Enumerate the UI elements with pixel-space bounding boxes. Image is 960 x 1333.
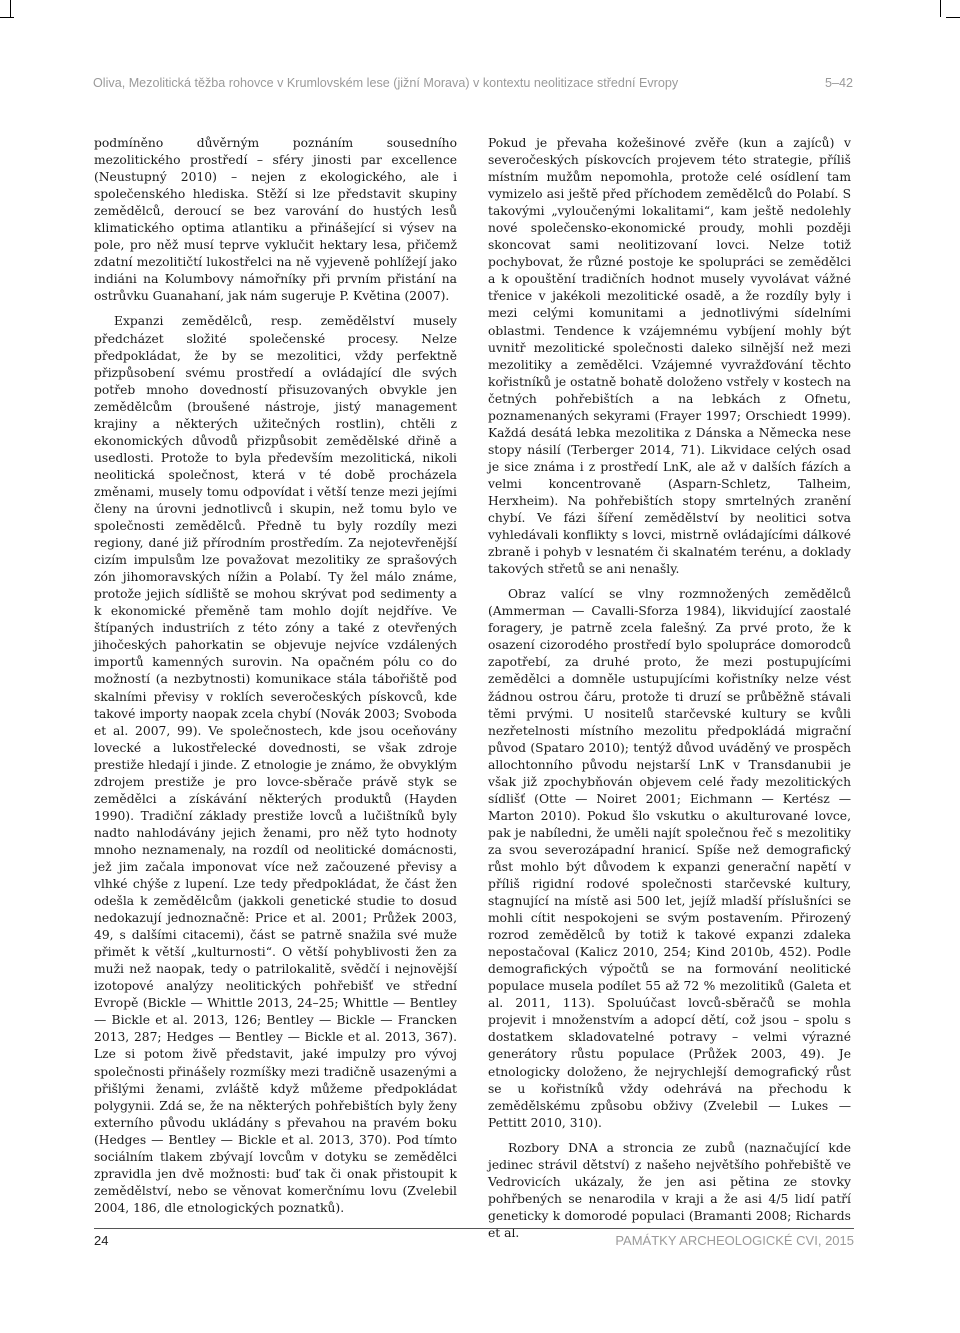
journal-name: PAMÁTKY ARCHEOLOGICKÉ CVI, 2015 [615,1233,854,1248]
right-column [488,135,851,1242]
paragraph: Expanzi zemědělců, resp. zemědělství musely předcházet složité společenské procesy. Nelze předpokládat, že by se mezolitici, vždy perfektně přizpůsobení svému prostředí a ovládající dle svých potřeb mnoho dovedností přisuzovaných obvykle jen zemědělcům (broušené nástroje, jistý management krajiny a některých užitečných rostlin), chtěli z ekonomických důvodů přizpůsobit zemědělské dřině a usedlosti. Protože to byla především mezolitická, nikoli neolitická společnost, která v té době procházela změnami, musely tomu odpovídat i větší tenze mezi jejími členy na úrovni jednotlivců i skupin, než tomu bylo ve společnosti zemědělců. Předně tu byly rozdíly mezi regiony, dané již přírodním prostředím. Za nejotevřenější cizím impulsům lze považovat mezolitiky ze sprašových zón jihomoravských nížin a Polabí. Ty žel málo známe, protože jejich sídliště se mohou skrývat pod sedimenty a k ekonomické přeměně tam mohlo dojít nejdříve. Ve štípaných industriích z této zóny a také z otevřených jihočeských pahorkatin se objevuje nejvíce vzdálených importů kamenných surovin. Na opačném pólu co do možností (a nezbytnosti) komunikace stála tábořiště pod skalními převisy v roklích severočeských pískovců, kde takové importy naopak zcela chybí (Novák 2003; Svoboda et al. 2007, 99). Ve společnostech, kde jsou oceňovány lovecké a lukostřelecké dovednosti, se však zdroje prestiže hledají i jinde. Z etnologie je známo, že obvyklým zdrojem prestiže je pro lovce-sběrače právě styk se zemědělci a získávání některých produktů (Hayden 1990). Tradiční základy prestiže lovců a lučištníků byly nadto nahlodávány jejich ženami, pro něž tyto hodnoty mnoho neznamenaly, na rozdíl od neolitické domácnosti, jež jim začala imponovat více než začouzené převisy a vlhké chýše z lupení. Lze tedy předpokládat, že část žen odešla k zemědělcům (jakkoli genetické studie to dosud nedokazují jednoznačně: Price et al. 2001; Průžek 2003, 49, s dalšími citacemi), část se patrně snažila své muže přimět k větší „kulturnosti“. O větší pohyblivosti žen za muži než naopak, tedy o patrilokalitě, svědčí i nejnovější izotopové analýzy neolitických pohřebišť ve střední Evropě (Bickle — Whittle 2013, 24–25; Whittle — Bentley — Bickle et al. 2013, 126; Bentley — Bickle — Francken 2013, 287; Hedges — Bentley — Bickle et al. 2013, 367). Lze si potom živě představit, jaké impulzy pro vývoj společnosti přinášely rozmíšky mezi tradičně usazenými a přišlými ženami, zvláště když můžeme předpokládat polygynii. Zdá se, že na některých pohřebištích byly ženy externího původu ukládány s převahou na pravém boku (Hedges — Bentley — Bickle et al. 2013, 370). Pod tímto sociálním tlakem zbývají lovcům v dotyku se zemědělci zpravidla jen dvě možnosti: buď tak či onak přistoupit k zemědělství, nebo se věnovat komerčnímu lovu (Zvelebil 2004, 186, dle etnologických poznatků). [94,314,457,1215]
paragraph: Rozbory DNA a stroncia ze zubů (naznačující kde jedinec strávil dětství) z našeho největšího pohřebiště ve Vedrovicích ukázaly, že jen asi pětina ze stovky pohřbených se nenarodila v kraji a že asi 4/5 lidí patří geneticky k domorodé populaci (Bramanti 2008; Richards et al. [488,1140,851,1240]
crop-mark-right-h [946,17,960,18]
page-number: 24 [94,1233,109,1248]
crop-mark-right [940,0,941,17]
paragraph: Pokud je převaha kožešinové zvěře (kun a zajíců) v severočeských pískovcích projevem této strategie, příliš místním mužům nepomohla, protože celé osídlení tam vymizelo asi ještě před příchodem zemědělců do Polabí. S takovými „vyloučenými lokalitami“, kam ještě nedolehly nové společensko-ekonomické proudy, mohli později skoncovat sami neolitizovaní lovci. Nelze totiž pochybovat, že různé postoje ke spolupráci se zemědělci a k opouštění tradičních hodnot musely vyvolávat vážné třenice v jakékoli mezolitické osadě, a že rozdíly byly i mezi celými komunitami a jednotlivými sídelními oblastmi. Tendence k vzájemnému vybíjení mohly být uvnitř mezolitické společnosti daleko silnější než mezi mezolitiky a zemědělci. Vzájemné vyvražďování těchto kořistníků je ostatně bohatě doloženo vstřely v kostech na četných pohřebištích a na lebkách z Ofnetu, poznamenaných sekyrami (Frayer 1997; Orschiedt 1999). Každá desátá lebka mezolitika z Dánska a Německa nese stopy násilí (Terberger 2014, 71). Likvidace celých osad je sice známa i z prostředí LnK, ale až v dalších fázích a velmi koncentrovaně (Asparn-Schletz, Talheim, Herxheim). Na pohřebištích stopy smrtelných zranění chybí. Ve fázi šíření zemědělství by neolitici sotva vyhledávali konflikty s lovci, mistrně ovládajícími dálkové zbraně i pohyb v lesnatém či skalnatém terénu, a doklady takových střetů se ani nenašly. [488,136,851,577]
running-head [93,76,853,90]
running-title: Oliva, Mezolitická těžba rohovce v Krumlovském lese (jižní Morava) v kontextu neolitizace střední Evropy [93,76,679,90]
left-column [94,135,457,1217]
paragraph: Obraz valící se vlny rozmnožených zemědělců (Ammerman — Cavalli-Sforza 1984), likvidující zaostalé foragery, je patrně zcela falešný. Za prvé proto, že k osazení cizorodého prostředí bylo spolupráce domorodců zapotřebí, za druhé proto, že mezi postupujícími zemědělci a domněle ustupujícími kořistníky nelze vést žádnou ostrou čáru, protože ti druzí se průběžně stávali těmi prvými. U nositelů starčevské kultury se kvůli nezřetelnosti místního mezolitu předpokládá migrační původ (Spataro 2010); tentýž důvod uváděný ve prospěch allochtonního původu nejstarší LnK v Transdanubii je však již zpochybňován objevem celé řady mezolitických sídlišť (Otte — Noiret 2001; Eichmann — Kertész — Marton 2010). Pokud šlo vskutku o akulturované lovce, pak je nabíledni, že uměli najít společnou řeč s mezolitiky za svou severozápadní hranicí. Spíše než demografický růst mohlo být důvodem k expanzi generační napětí v příliš rigidní rodové společnosti starčevské kultury, stagnující na místě asi 500 let, jejíž mladší příslušníci se mohli cítit nespokojeni se svým postavením. Přirozený rozrod zemědělců by totiž k takové expanzi zdaleka nepostačoval (Kalicz 2010, 254; Kind 2010b, 452). Podle demografických výpočtů se na formování neolitické populace musela podílet 55 až 72 % mezolitiků (Galeta et al. 2011, 113). Spoluúčast lovců-sběračů se mohla projevit i množenstvím a adopcí dětí, což jsou – spolu s dostatkem skladovatelné potravy – velmi výrazné generátory růstu populace (Průžek 2003, 49). Je etnologicky doloženo, že nejrychlejší demografický růst se u kořistníků vždy odehrává na přechodu k zemědělskému způsobu obživy (Zvelebil — Lukes — Pettitt 2010, 310). [488,587,851,1130]
crop-mark-left-h [0,17,14,18]
paragraph: podmíněno důvěrným poznáním sousedního mezolitického prostředí – sféry jinosti par excellence (Neustupný 2010) – nejen z ekologického, ale i společenského hlediska. Stěží si lze představit skupiny zemědělců, deroucí se bez varování do hustých lesů klimatického optima atlantiku a přinášející si výsev na pole, pro něž musí teprve vyklučit hektary lesa, přičemž zdatní mezolitičtí lukostřelci na ně vyjeveně pohlížejí jako indiáni na Kolumbovy námořníky při prvním přistání na ostrůvku Guanahaní, jak nám sugeruje P. Květina (2007). [94,136,457,304]
page-range: 5–42 [824,76,853,90]
crop-mark-left [10,0,11,17]
footer-rule [94,1228,854,1229]
